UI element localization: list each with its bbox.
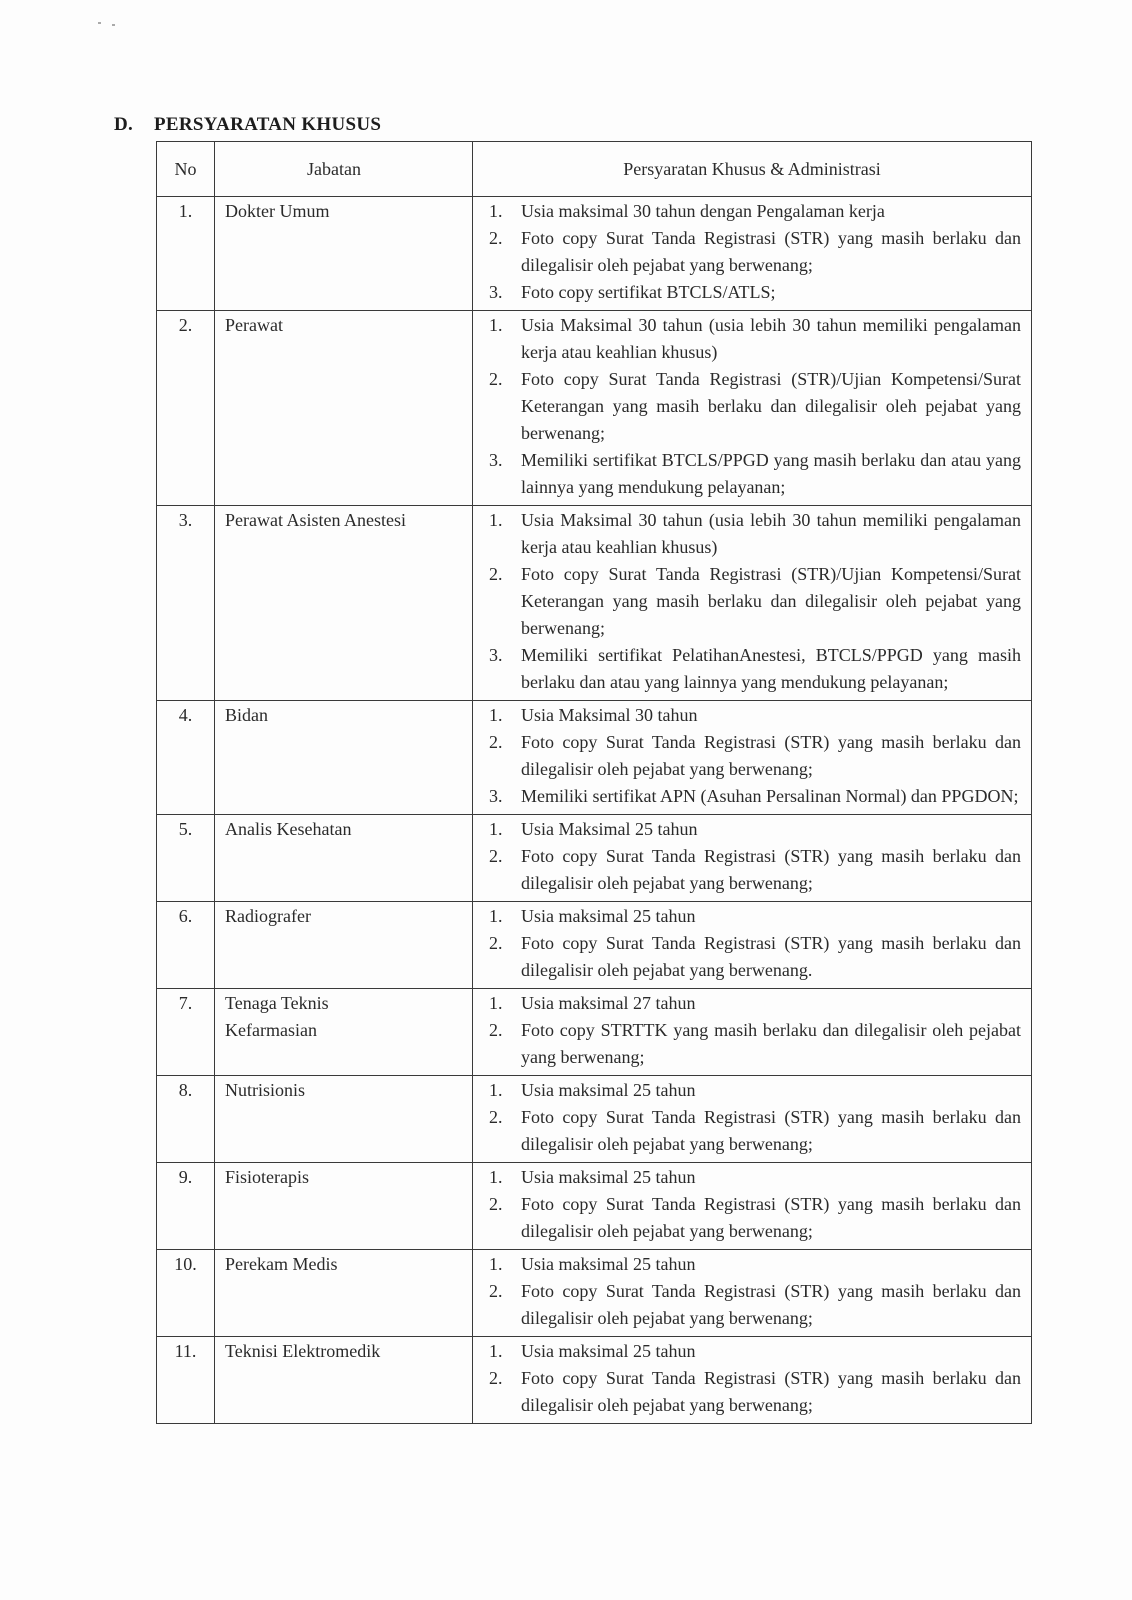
requirement-item-number: 1. — [489, 1167, 503, 1187]
requirement-item — [481, 816, 1021, 843]
row-jabatan: Nutrisionis — [215, 1076, 473, 1163]
table-body — [157, 197, 1032, 1424]
requirement-item-text: Usia maksimal 25 tahun — [521, 906, 696, 926]
requirement-item-number: 1. — [489, 705, 503, 725]
header-persyaratan: Persyaratan Khusus & Administrasi — [473, 142, 1032, 197]
requirement-item-number: 2. — [489, 846, 503, 866]
row-number: 2. — [157, 311, 215, 506]
requirement-item — [481, 783, 1021, 810]
requirement-item-number: 2. — [489, 933, 503, 953]
requirement-item-number: 1. — [489, 1254, 503, 1274]
row-jabatan: Perawat Asisten Anestesi — [215, 506, 473, 701]
requirement-item — [481, 1278, 1021, 1332]
requirement-item-number: 3. — [489, 645, 503, 665]
row-number: 11. — [157, 1337, 215, 1424]
requirement-list — [481, 507, 1021, 696]
row-requirements — [473, 989, 1032, 1076]
header-jabatan: Jabatan — [215, 142, 473, 197]
scan-speck — [112, 24, 115, 26]
row-jabatan: Bidan — [215, 701, 473, 815]
requirement-item — [481, 1338, 1021, 1365]
requirement-item-text: Foto copy Surat Tanda Registrasi (STR) yang masih berlaku dan dilegalisir oleh pejabat yang berwenang; — [521, 1107, 1021, 1154]
requirement-item-text: Foto copy sertifikat BTCLS/ATLS; — [521, 282, 776, 302]
table-row — [157, 989, 1032, 1076]
requirement-item — [481, 729, 1021, 783]
row-requirements — [473, 701, 1032, 815]
row-number: 7. — [157, 989, 215, 1076]
requirement-item — [481, 366, 1021, 447]
requirement-item — [481, 225, 1021, 279]
requirement-item-text: Usia maksimal 27 tahun — [521, 993, 696, 1013]
requirement-item-text: Usia maksimal 25 tahun — [521, 1167, 696, 1187]
requirement-item-text: Foto copy Surat Tanda Registrasi (STR) yang masih berlaku dan dilegalisir oleh pejabat yang berwenang; — [521, 228, 1021, 275]
requirement-item-number: 1. — [489, 993, 503, 1013]
requirement-item — [481, 312, 1021, 366]
requirement-item-text: Usia maksimal 25 tahun — [521, 1341, 696, 1361]
row-requirements — [473, 197, 1032, 311]
header-no: No — [157, 142, 215, 197]
requirement-item-text: Memiliki sertifikat BTCLS/PPGD yang masih berlaku dan atau yang lainnya yang mendukung pelayanan; — [521, 450, 1021, 497]
requirement-item-number: 3. — [489, 786, 503, 806]
requirement-item-number: 1. — [489, 315, 503, 335]
requirement-item-number: 3. — [489, 450, 503, 470]
table-row — [157, 701, 1032, 815]
requirement-list — [481, 1077, 1021, 1158]
requirement-list — [481, 1338, 1021, 1419]
row-requirements — [473, 1163, 1032, 1250]
requirement-item — [481, 843, 1021, 897]
requirement-item-number: 2. — [489, 369, 503, 389]
requirement-item — [481, 1104, 1021, 1158]
requirement-item — [481, 1164, 1021, 1191]
row-jabatan: Teknisi Elektromedik — [215, 1337, 473, 1424]
row-requirements — [473, 1337, 1032, 1424]
requirement-list — [481, 312, 1021, 501]
requirement-item-text: Foto copy Surat Tanda Registrasi (STR) yang masih berlaku dan dilegalisir oleh pejabat yang berwenang; — [521, 732, 1021, 779]
requirement-item-text: Usia maksimal 25 tahun — [521, 1080, 696, 1100]
requirement-item — [481, 1365, 1021, 1419]
requirement-item — [481, 702, 1021, 729]
requirement-item-text: Memiliki sertifikat APN (Asuhan Persalinan Normal) dan PPGDON; — [521, 786, 1019, 806]
requirement-item — [481, 930, 1021, 984]
row-number: 4. — [157, 701, 215, 815]
requirements-table — [156, 141, 1032, 1424]
requirement-item-number: 3. — [489, 282, 503, 302]
requirement-item-number: 2. — [489, 1194, 503, 1214]
table-row — [157, 311, 1032, 506]
requirement-list — [481, 702, 1021, 810]
row-number: 3. — [157, 506, 215, 701]
row-number: 1. — [157, 197, 215, 311]
row-number: 9. — [157, 1163, 215, 1250]
requirement-item — [481, 990, 1021, 1017]
requirement-item — [481, 1077, 1021, 1104]
row-number: 8. — [157, 1076, 215, 1163]
requirement-item-number: 1. — [489, 906, 503, 926]
requirement-item-number: 2. — [489, 1281, 503, 1301]
table-row — [157, 902, 1032, 989]
table-row — [157, 506, 1032, 701]
requirement-list — [481, 1251, 1021, 1332]
requirement-item — [481, 642, 1021, 696]
table-row — [157, 1076, 1032, 1163]
table-row — [157, 1337, 1032, 1424]
row-jabatan: Dokter Umum — [215, 197, 473, 311]
requirement-item-text: Usia Maksimal 25 tahun — [521, 819, 698, 839]
row-number: 5. — [157, 815, 215, 902]
row-requirements — [473, 815, 1032, 902]
requirement-item-number: 1. — [489, 201, 503, 221]
table-header-row — [157, 142, 1032, 197]
requirement-item — [481, 1017, 1021, 1071]
requirement-item-text: Foto copy Surat Tanda Registrasi (STR)/Ujian Kompetensi/Surat Keterangan yang masih berlaku dan dilegalisir oleh pejabat yang berwenang; — [521, 564, 1021, 638]
row-requirements — [473, 311, 1032, 506]
requirement-list — [481, 198, 1021, 306]
row-jabatan: Fisioterapis — [215, 1163, 473, 1250]
requirement-item — [481, 903, 1021, 930]
requirement-item-number: 2. — [489, 564, 503, 584]
requirement-item-text: Usia Maksimal 30 tahun (usia lebih 30 tahun memiliki pengalaman kerja atau keahlian khusus) — [521, 510, 1021, 557]
table-row — [157, 1250, 1032, 1337]
row-number: 6. — [157, 902, 215, 989]
scan-speck — [98, 22, 101, 24]
section-letter: D. — [114, 114, 134, 135]
row-requirements — [473, 506, 1032, 701]
requirement-item — [481, 1191, 1021, 1245]
requirement-item — [481, 279, 1021, 306]
requirement-item-text: Usia maksimal 30 tahun dengan Pengalaman kerja — [521, 201, 885, 221]
requirement-item-number: 2. — [489, 1107, 503, 1127]
row-jabatan: Radiografer — [215, 902, 473, 989]
requirement-item-text: Foto copy Surat Tanda Registrasi (STR) yang masih berlaku dan dilegalisir oleh pejabat yang berwenang; — [521, 1194, 1021, 1241]
requirement-list — [481, 903, 1021, 984]
table-row — [157, 1163, 1032, 1250]
requirement-item-text: Foto copy Surat Tanda Registrasi (STR) yang masih berlaku dan dilegalisir oleh pejabat yang berwenang; — [521, 1368, 1021, 1415]
requirement-item-number: 2. — [489, 228, 503, 248]
requirement-item-number: 2. — [489, 732, 503, 752]
requirement-item — [481, 561, 1021, 642]
requirement-item — [481, 507, 1021, 561]
requirement-item-number: 1. — [489, 1080, 503, 1100]
table-row — [157, 197, 1032, 311]
section-heading — [114, 114, 381, 136]
requirement-item-text: Foto copy Surat Tanda Registrasi (STR) yang masih berlaku dan dilegalisir oleh pejabat yang berwenang. — [521, 933, 1021, 980]
requirement-item-text: Usia maksimal 25 tahun — [521, 1254, 696, 1274]
requirement-list — [481, 816, 1021, 897]
row-jabatan: Perekam Medis — [215, 1250, 473, 1337]
table-row — [157, 815, 1032, 902]
requirement-item-text: Usia Maksimal 30 tahun — [521, 705, 698, 725]
requirement-item-number: 2. — [489, 1020, 503, 1040]
row-requirements — [473, 1250, 1032, 1337]
row-number: 10. — [157, 1250, 215, 1337]
requirement-list — [481, 990, 1021, 1071]
requirement-item-number: 1. — [489, 510, 503, 530]
row-jabatan: Perawat — [215, 311, 473, 506]
requirement-item — [481, 447, 1021, 501]
requirement-item-text: Foto copy Surat Tanda Registrasi (STR)/Ujian Kompetensi/Surat Keterangan yang masih berlaku dan dilegalisir oleh pejabat yang berwenang; — [521, 369, 1021, 443]
row-jabatan: Tenaga Teknis Kefarmasian — [215, 989, 473, 1076]
requirement-item-number: 2. — [489, 1368, 503, 1388]
requirement-item-text: Foto copy STRTTK yang masih berlaku dan dilegalisir oleh pejabat yang berwenang; — [521, 1020, 1021, 1067]
section-title: PERSYARATAN KHUSUS — [154, 114, 382, 135]
requirement-item-text: Foto copy Surat Tanda Registrasi (STR) yang masih berlaku dan dilegalisir oleh pejabat yang berwenang; — [521, 846, 1021, 893]
row-requirements — [473, 902, 1032, 989]
requirement-item — [481, 1251, 1021, 1278]
requirement-item-number: 1. — [489, 819, 503, 839]
requirement-item-text: Memiliki sertifikat PelatihanAnestesi, BTCLS/PPGD yang masih berlaku dan atau yang lainnya yang mendukung pelayanan; — [521, 645, 1021, 692]
requirement-list — [481, 1164, 1021, 1245]
row-jabatan: Analis Kesehatan — [215, 815, 473, 902]
requirement-item — [481, 198, 1021, 225]
requirement-item-text: Foto copy Surat Tanda Registrasi (STR) yang masih berlaku dan dilegalisir oleh pejabat yang berwenang; — [521, 1281, 1021, 1328]
requirement-item-text: Usia Maksimal 30 tahun (usia lebih 30 tahun memiliki pengalaman kerja atau keahlian khusus) — [521, 315, 1021, 362]
requirement-item-number: 1. — [489, 1341, 503, 1361]
row-requirements — [473, 1076, 1032, 1163]
